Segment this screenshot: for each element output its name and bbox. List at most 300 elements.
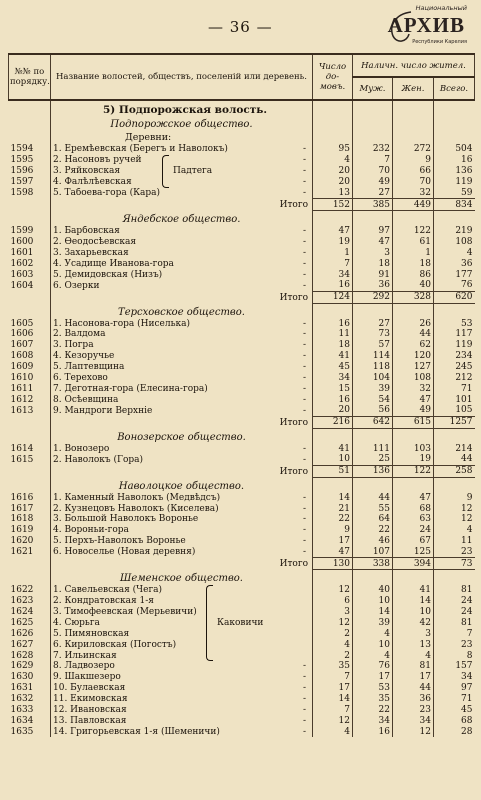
women-cell: 1 <box>393 247 434 258</box>
total-label: Итого <box>51 291 313 303</box>
leader-dash: - <box>302 318 306 329</box>
households-cell: 34 <box>313 269 353 280</box>
leader-dash: - <box>302 683 306 694</box>
row-number: 1603 <box>9 269 51 280</box>
table-row <box>9 443 475 454</box>
total-cell: 36 <box>461 258 473 269</box>
society-title: Подпорожское общество. <box>51 116 313 131</box>
leader-dash: - <box>302 492 306 503</box>
households-cell: 95 <box>313 144 353 155</box>
village-name: 2. Кузнецовъ Наволокъ (Киселева) - <box>51 503 313 514</box>
men-cell: 114 <box>353 351 393 362</box>
row-number: 1602 <box>9 258 51 269</box>
total-cell: 11 <box>461 536 473 547</box>
total-cell: 9 <box>466 492 473 503</box>
village-name: 14. Григорьевская 1-я (Шеменичи) - <box>51 727 313 738</box>
total-cell: 53 <box>461 318 473 329</box>
column-header-total: Всего. <box>434 77 475 100</box>
women-cell: 40 <box>393 280 434 291</box>
households-cell: 20 <box>313 166 353 177</box>
row-number <box>9 303 51 318</box>
men-cell <box>353 428 393 443</box>
leader-dash: - <box>302 514 306 525</box>
households-cell <box>313 131 353 144</box>
leader-dash: - <box>302 372 306 383</box>
village-name: 3. Большой Наволокъ Вороньe - <box>51 514 313 525</box>
women-cell: 41 <box>393 585 434 596</box>
leader-dash: - <box>302 547 306 558</box>
total-cell: 7 <box>466 628 473 639</box>
households-cell: 16 <box>313 394 353 405</box>
total-cell: 214 <box>455 443 473 454</box>
women-cell: 272 <box>393 144 434 155</box>
women-cell: 394 <box>393 558 434 570</box>
men-cell: 53 <box>353 683 393 694</box>
men-cell: 14 <box>353 607 393 618</box>
village-name: 7. Ильинская <box>51 650 313 661</box>
women-cell: 449 <box>393 199 434 211</box>
leader-dash: - <box>302 340 306 351</box>
men-cell: 18 <box>353 258 393 269</box>
village-name: 2. Валдома - <box>51 329 313 340</box>
row-number: 1613 <box>9 405 51 416</box>
women-cell: 32 <box>393 384 434 395</box>
total-cell: 108 <box>455 236 473 247</box>
village-name: 4. Вороньи-гора - <box>51 525 313 536</box>
total-cell: 834 <box>434 199 475 211</box>
men-cell: 111 <box>353 443 393 454</box>
leader-dash: - <box>302 383 306 394</box>
table-row <box>9 373 475 384</box>
table-row <box>9 683 475 694</box>
leader-dash: - <box>302 405 306 416</box>
total-cell <box>434 131 475 144</box>
women-cell: 24 <box>393 525 434 536</box>
men-cell: 36 <box>353 280 393 291</box>
leader-dash: - <box>302 536 306 547</box>
row-number: 1596 <box>9 166 51 177</box>
village-name: 4. Сюрьга <box>51 618 313 629</box>
row-number: 1629 <box>9 661 51 672</box>
households-cell: 4 <box>313 155 353 166</box>
leader-dash: - <box>302 694 306 705</box>
leader-dash: - <box>302 280 306 291</box>
row-number: 1600 <box>9 237 51 248</box>
total-label: Итого <box>51 465 313 477</box>
table-row <box>9 258 475 269</box>
village-name: 5. Лаптевщина - <box>51 362 313 373</box>
row-number: 1594 <box>9 144 51 155</box>
total-row <box>9 416 475 428</box>
row-number: 1612 <box>9 394 51 405</box>
page-header <box>0 0 481 50</box>
row-number: 1621 <box>9 547 51 558</box>
village-name: 1. Барбовская - <box>51 226 313 237</box>
row-number: 1598 <box>9 188 51 199</box>
men-cell: 17 <box>353 672 393 683</box>
table-row <box>9 705 475 716</box>
households-cell: 21 <box>313 503 353 514</box>
total-cell <box>434 477 475 492</box>
households-cell <box>313 303 353 318</box>
leader-dash: - <box>302 715 306 726</box>
women-cell: 63 <box>393 514 434 525</box>
total-cell: 620 <box>434 291 475 303</box>
households-cell: 22 <box>313 514 353 525</box>
section-title: 5) Подпорожская волость. <box>51 100 313 116</box>
society-title: Наволоцкое общество. <box>51 477 313 492</box>
logo-top-text: Национальный <box>415 4 467 12</box>
leader-dash: - <box>302 144 306 155</box>
village-name: 8. Осѣевщина - <box>51 394 313 405</box>
men-cell: 97 <box>353 226 393 237</box>
total-cell: 24 <box>461 607 473 618</box>
leader-dash: - <box>302 188 306 199</box>
table-row <box>9 525 475 536</box>
women-cell: 61 <box>393 237 434 248</box>
total-row <box>9 199 475 211</box>
women-cell: 13 <box>393 639 434 650</box>
total-cell: 177 <box>455 269 473 280</box>
row-number: 1595 <box>9 155 51 166</box>
village-name: 9. Шакшезеро - <box>51 672 313 683</box>
table-row <box>9 405 475 416</box>
total-cell <box>434 570 475 585</box>
total-cell: 1257 <box>434 416 475 428</box>
row-number: 1607 <box>9 340 51 351</box>
table-row <box>9 362 475 373</box>
men-cell: 91 <box>353 269 393 280</box>
table-row <box>9 280 475 291</box>
village-name: 1. Еремѣевская (Берегъ и Наволокъ) - <box>51 144 313 155</box>
households-cell: 35 <box>313 661 353 672</box>
men-cell: 385 <box>353 199 393 211</box>
women-cell: 68 <box>393 503 434 514</box>
row-number: 1617 <box>9 503 51 514</box>
total-cell <box>434 428 475 443</box>
total-cell: 219 <box>455 225 473 236</box>
row-number: 1616 <box>9 492 51 503</box>
total-cell: 101 <box>455 394 473 405</box>
men-cell: 46 <box>353 536 393 547</box>
table-row <box>9 226 475 237</box>
column-header-men: Муж. <box>353 77 393 100</box>
village-name: 6. Новоселье (Новая деревня) - <box>51 547 313 558</box>
table-row <box>9 503 475 514</box>
men-cell <box>353 303 393 318</box>
women-cell: 32 <box>393 188 434 199</box>
society-title: Вонозерское общество. <box>51 428 313 443</box>
table-row <box>9 351 475 362</box>
row-number <box>9 477 51 492</box>
total-cell: 4 <box>466 525 473 536</box>
total-cell: 81 <box>461 617 473 628</box>
total-cell: 504 <box>455 144 473 155</box>
society-row <box>9 303 475 318</box>
row-number <box>9 131 51 144</box>
table-row <box>9 536 475 547</box>
logo-word: АРХИВ <box>387 13 465 37</box>
village-name: 5. Табоева-гора (Кара) - <box>51 188 313 199</box>
brace-shape <box>162 155 169 188</box>
total-label: Итого <box>51 199 313 211</box>
village-name: 6. Озерки - <box>51 280 313 291</box>
women-cell: 125 <box>393 547 434 558</box>
village-name: 1. Каменный Наволокъ (Медвѣдсъ) - <box>51 492 313 503</box>
leader-dash: - <box>302 661 306 672</box>
total-cell: 34 <box>461 672 473 683</box>
row-number: 1633 <box>9 705 51 716</box>
households-cell: 17 <box>313 536 353 547</box>
households-cell: 16 <box>313 318 353 329</box>
women-cell: 122 <box>393 465 434 477</box>
row-number: 1626 <box>9 629 51 640</box>
women-cell: 127 <box>393 362 434 373</box>
row-number <box>9 116 51 131</box>
total-cell: 81 <box>461 585 473 596</box>
leader-dash: - <box>302 258 306 269</box>
village-name: 12. Ивановская - <box>51 705 313 716</box>
households-cell <box>313 100 353 116</box>
women-cell: 120 <box>393 351 434 362</box>
households-cell: 18 <box>313 340 353 351</box>
table-row <box>9 454 475 465</box>
village-name: 4. Фалѣлѣевская - <box>51 177 313 188</box>
leader-dash: - <box>302 503 306 514</box>
women-cell: 14 <box>393 596 434 607</box>
village-name: 3. Погра - <box>51 340 313 351</box>
households-cell <box>313 570 353 585</box>
men-cell: 10 <box>353 596 393 607</box>
women-cell: 44 <box>393 683 434 694</box>
men-cell: 107 <box>353 547 393 558</box>
village-name: 6. Терехово - <box>51 373 313 384</box>
women-cell: 3 <box>393 629 434 640</box>
leader-dash: - <box>302 176 306 187</box>
households-cell: 152 <box>313 199 353 211</box>
village-name: 8. Ладвозеро - <box>51 661 313 672</box>
women-cell: 19 <box>393 454 434 465</box>
women-cell: 47 <box>393 492 434 503</box>
women-cell: 9 <box>393 155 434 166</box>
society-title: Шеменское общество. <box>51 570 313 585</box>
table-row <box>9 177 475 188</box>
row-number <box>9 465 51 477</box>
men-cell: 44 <box>353 492 393 503</box>
village-name: 2. Насоновъ ручей - <box>51 155 313 166</box>
households-cell: 4 <box>313 639 353 650</box>
women-cell <box>393 303 434 318</box>
table-row <box>9 661 475 672</box>
row-number: 1625 <box>9 618 51 629</box>
total-cell <box>434 100 475 116</box>
women-cell: 122 <box>393 226 434 237</box>
row-number: 1615 <box>9 454 51 465</box>
table-row <box>9 492 475 503</box>
row-number: 1627 <box>9 639 51 650</box>
households-cell <box>313 116 353 131</box>
table-row <box>9 166 475 177</box>
leader-dash: - <box>302 155 306 166</box>
men-cell: 27 <box>353 318 393 329</box>
men-cell: 49 <box>353 177 393 188</box>
table-row <box>9 188 475 199</box>
women-cell: 615 <box>393 416 434 428</box>
total-cell: 23 <box>461 639 473 650</box>
village-name: 2. Наволокъ (Гора) - <box>51 454 313 465</box>
row-number: 1606 <box>9 329 51 340</box>
total-cell: 16 <box>461 155 473 166</box>
households-cell <box>313 211 353 226</box>
village-name: 5. Перхъ-Наволокъ Вороньe - <box>51 536 313 547</box>
table-row <box>9 329 475 340</box>
table-row <box>9 672 475 683</box>
total-cell: 73 <box>434 558 475 570</box>
total-cell: 28 <box>461 726 473 737</box>
households-cell: 2 <box>313 650 353 661</box>
total-cell: 71 <box>461 694 473 705</box>
men-cell: 232 <box>353 144 393 155</box>
village-name: 1. Вонозеро - <box>51 443 313 454</box>
men-cell: 27 <box>353 188 393 199</box>
men-cell: 292 <box>353 291 393 303</box>
men-cell: 57 <box>353 340 393 351</box>
women-cell: 66 <box>393 166 434 177</box>
village-name: 1. Насонова-гора (Ниселька) - <box>51 318 313 329</box>
households-cell: 45 <box>313 362 353 373</box>
households-cell: 7 <box>313 672 353 683</box>
archive-logo <box>385 4 467 48</box>
total-cell: 212 <box>455 372 473 383</box>
women-cell <box>393 477 434 492</box>
row-number: 1605 <box>9 318 51 329</box>
households-cell: 216 <box>313 416 353 428</box>
row-number <box>9 199 51 211</box>
society-row <box>9 428 475 443</box>
row-number <box>9 211 51 226</box>
households-cell: 34 <box>313 373 353 384</box>
households-cell: 3 <box>313 607 353 618</box>
total-cell: 105 <box>455 405 473 416</box>
village-name: 3. Тимофеевская (Мерьевичи) <box>51 607 313 618</box>
row-number: 1634 <box>9 716 51 727</box>
households-cell: 12 <box>313 716 353 727</box>
men-cell: 73 <box>353 329 393 340</box>
table-row <box>9 694 475 705</box>
table-row <box>9 144 475 155</box>
men-cell: 4 <box>353 629 393 640</box>
row-number: 1609 <box>9 362 51 373</box>
village-name: 6. Кириловская (Погостъ) <box>51 639 313 650</box>
men-cell <box>353 116 393 131</box>
men-cell: 22 <box>353 525 393 536</box>
society-row <box>9 116 475 131</box>
leader-dash: - <box>302 672 306 683</box>
men-cell: 3 <box>353 247 393 258</box>
table-row <box>9 547 475 558</box>
women-cell: 62 <box>393 340 434 351</box>
leader-dash: - <box>302 269 306 280</box>
households-cell: 15 <box>313 384 353 395</box>
households-cell: 14 <box>313 694 353 705</box>
men-cell: 64 <box>353 514 393 525</box>
villages-row <box>9 131 475 144</box>
households-cell <box>313 477 353 492</box>
row-number: 1608 <box>9 351 51 362</box>
village-name: 5. Демидовская (Низъ) - <box>51 269 313 280</box>
total-cell: 68 <box>461 715 473 726</box>
men-cell: 76 <box>353 661 393 672</box>
households-cell: 12 <box>313 618 353 629</box>
table-row <box>9 247 475 258</box>
men-cell: 118 <box>353 362 393 373</box>
total-cell <box>434 303 475 318</box>
men-cell <box>353 100 393 116</box>
total-cell <box>434 211 475 226</box>
row-number: 1623 <box>9 596 51 607</box>
leader-dash: - <box>302 726 306 737</box>
men-cell: 55 <box>353 503 393 514</box>
households-cell: 2 <box>313 629 353 640</box>
households-cell: 6 <box>313 596 353 607</box>
men-cell: 16 <box>353 727 393 738</box>
men-cell: 47 <box>353 237 393 248</box>
households-cell: 4 <box>313 727 353 738</box>
table-row <box>9 514 475 525</box>
total-cell: 71 <box>461 383 473 394</box>
women-cell <box>393 428 434 443</box>
row-number: 1614 <box>9 443 51 454</box>
households-cell <box>313 428 353 443</box>
households-cell: 20 <box>313 405 353 416</box>
total-row <box>9 558 475 570</box>
group-brace-kakovichi <box>206 585 263 661</box>
total-cell: 59 <box>461 187 473 198</box>
households-cell: 1 <box>313 247 353 258</box>
total-cell: 4 <box>466 247 473 258</box>
women-cell: 34 <box>393 716 434 727</box>
society-title: Терсховское общество. <box>51 303 313 318</box>
row-number: 1632 <box>9 694 51 705</box>
men-cell: 136 <box>353 465 393 477</box>
row-number: 1604 <box>9 280 51 291</box>
households-cell: 14 <box>313 492 353 503</box>
men-cell: 25 <box>353 454 393 465</box>
village-name: 10. Булаевская - <box>51 683 313 694</box>
women-cell: 12 <box>393 727 434 738</box>
leader-dash: - <box>302 362 306 373</box>
village-name: 3. Ряйковская - <box>51 166 313 177</box>
total-cell: 119 <box>455 176 473 187</box>
total-cell: 23 <box>461 546 473 557</box>
village-name: 13. Павловская - <box>51 716 313 727</box>
women-cell: 42 <box>393 618 434 629</box>
leader-dash: - <box>302 394 306 405</box>
men-cell: 70 <box>353 166 393 177</box>
total-row <box>9 291 475 303</box>
village-name: 9. Мандроги Верхніе - <box>51 405 313 416</box>
row-number: 1628 <box>9 650 51 661</box>
women-cell <box>393 570 434 585</box>
leader-dash: - <box>302 443 306 454</box>
table-row <box>9 394 475 405</box>
village-name: 5. Пимяновская <box>51 629 313 640</box>
women-cell: 86 <box>393 269 434 280</box>
section-row <box>9 100 475 116</box>
row-number: 1631 <box>9 683 51 694</box>
total-label: Итого <box>51 416 313 428</box>
men-cell <box>353 211 393 226</box>
